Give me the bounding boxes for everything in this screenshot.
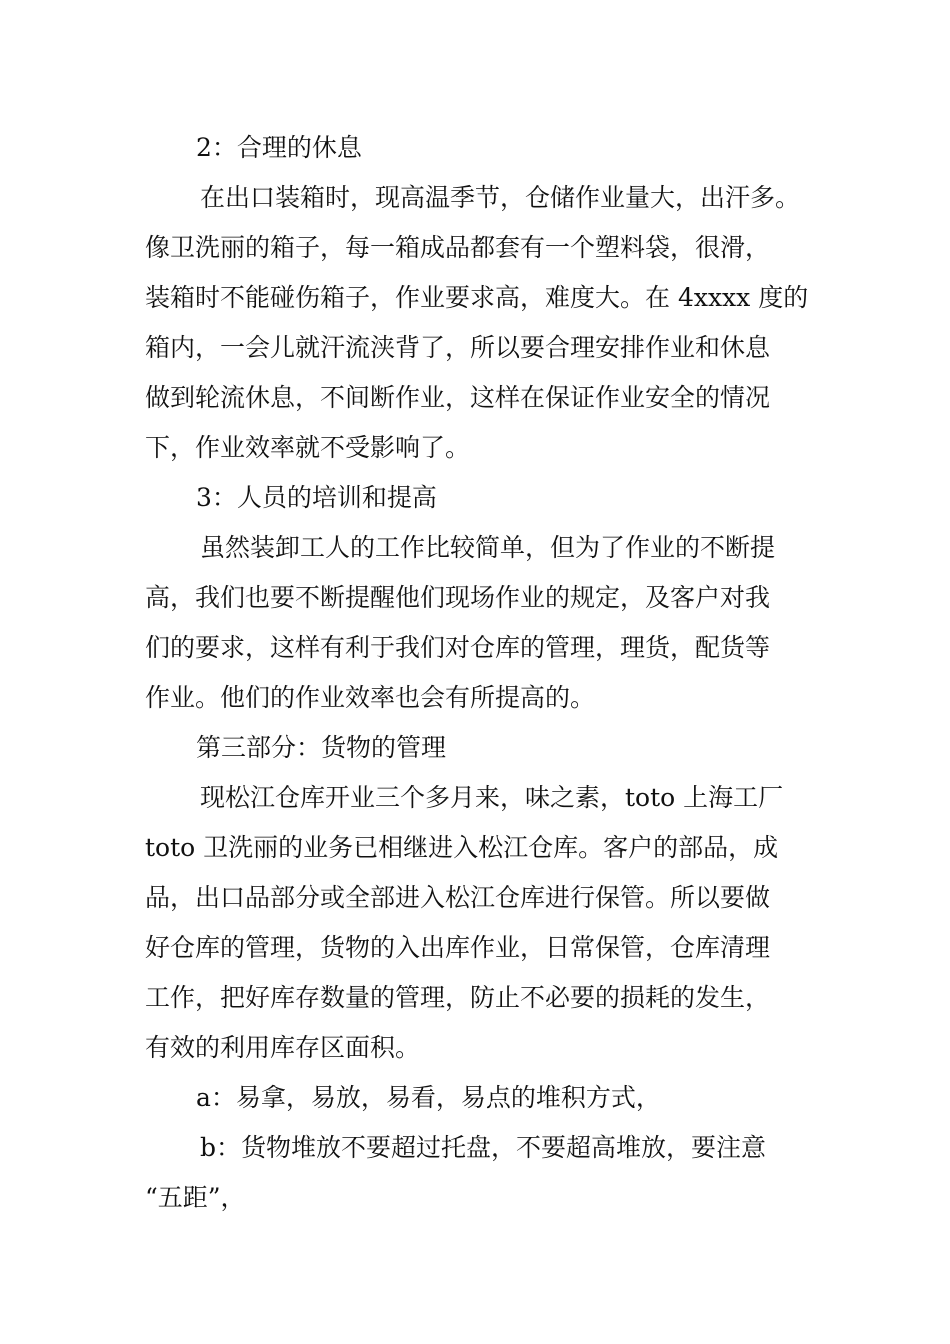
paragraph-line: 工作，把好库存数量的管理，防止不必要的损耗的发生， [145, 983, 771, 1012]
paragraph-line: toto 卫洗丽的业务已相继进入松江仓库。客户的部品，成 [145, 833, 779, 862]
paragraph-line: 下，作业效率就不受影响了。 [145, 433, 471, 462]
list-item-a: a：易拿，易放，易看，易点的堆积方式， [196, 1083, 661, 1112]
paragraph-line: 箱内，一会儿就汗流浃背了，所以要合理安排作业和休息 [145, 333, 771, 362]
paragraph-line: “五距”， [145, 1183, 246, 1212]
paragraph-line: 做到轮流休息，不间断作业，这样在保证作业安全的情况 [145, 383, 771, 412]
paragraph-line: 品，出口品部分或全部进入松江仓库进行保管。所以要做 [145, 883, 771, 912]
paragraph-line: 好仓库的管理，货物的入出库作业，日常保管，仓库清理 [145, 933, 771, 962]
paragraph-line: 装箱时不能碰伤箱子，作业要求高，难度大。在 4xxxx 度的 [145, 283, 809, 312]
paragraph-line: 有效的利用库存区面积。 [145, 1033, 421, 1062]
list-item-b: b：货物堆放不要超过托盘，不要超高堆放，要注意 [200, 1133, 767, 1162]
paragraph-line: 虽然装卸工人的工作比较简单，但为了作业的不断提 [200, 533, 776, 562]
heading-training: 3：人员的培训和提高 [196, 483, 437, 512]
heading-rest: 2：合理的休息 [196, 133, 362, 162]
paragraph-line: 在出口装箱时，现高温季节，仓储作业量大，出汗多。 [200, 183, 801, 212]
paragraph-line: 现松江仓库开业三个多月来，味之素，toto 上海工厂 [200, 783, 784, 812]
paragraph-line: 高，我们也要不断提醒他们现场作业的规定，及客户对我 [145, 583, 771, 612]
paragraph-line: 们的要求，这样有利于我们对仓库的管理，理货，配货等 [145, 633, 771, 662]
heading-section-three: 第三部分：货物的管理 [196, 733, 447, 762]
paragraph-line: 像卫洗丽的箱子，每一箱成品都套有一个塑料袋，很滑， [145, 233, 771, 262]
paragraph-line: 作业。他们的作业效率也会有所提高的。 [145, 683, 596, 712]
